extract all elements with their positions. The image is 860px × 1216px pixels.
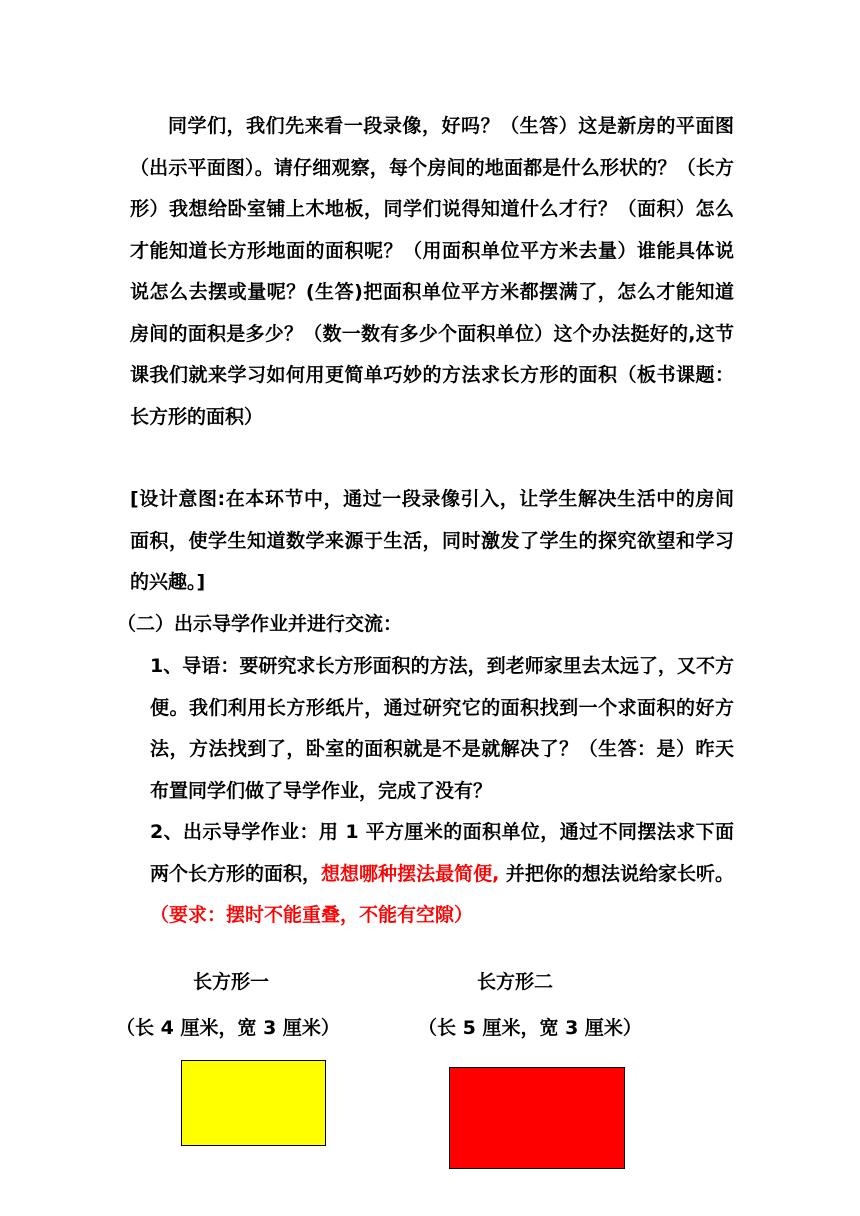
section-heading: （二）出示导学作业并进行交流： bbox=[117, 613, 403, 635]
item-2-requirement: （要求：摆时不能重叠，不能有空隙） bbox=[150, 904, 474, 926]
rectangle-two-red bbox=[449, 1067, 625, 1169]
item-2-paragraph bbox=[150, 812, 734, 937]
rect2-dimensions: （长 5 厘米，宽 3 厘米） bbox=[418, 1017, 642, 1039]
rect2-title: 长方形二 bbox=[477, 971, 554, 993]
rect1-dimensions: （长 4 厘米，宽 3 厘米） bbox=[116, 1017, 340, 1039]
design-intent-paragraph: [设计意图:在本环节中，通过一段录像引入，让学生解决生活中的房间面积，使学生知道数学来源于生活，同时激发了学生的探究欲望和学习的兴趣。] bbox=[130, 488, 734, 593]
item-2-text-b: 并把你的想法说给家长听。 bbox=[499, 862, 734, 885]
rect1-title: 长方形一 bbox=[193, 971, 270, 993]
rectangle-one-yellow bbox=[181, 1060, 326, 1146]
item-2-text-a: 2、出示导学作业：用 1 平方厘米的面积单位，通过不同摆法求下面两个长方形的面积， bbox=[150, 821, 734, 885]
item-2-highlight: 想想哪种摆法最简便, bbox=[321, 862, 500, 885]
intro-paragraph: 同学们，我们先来看一段录像，好吗？（生答）这是新房的平面图（出示平面图）。请仔细观察，每个房间的地面都是什么形状的？（长方形）我想给卧室铺上木地板，同学们说得知道什么才行？（面积）怎么才能知道长方形地面的面积呢？（用面积单位平方米去量）谁能具体说说怎么去摆或量呢？(生答)把面积单位平方米都摆满了，怎么才能知道房间的面积是多少？（数一数有多少个面积单位）这个办法挺好的,这节课我们就来学习如何用更简单巧妙的方法求长方形的面积（板书课题：长方形的面积） bbox=[130, 115, 734, 428]
item-1-paragraph: 1、导语：要研究求长方形面积的方法，到老师家里去太远了，又不方便。我们利用长方形纸片，通过研究它的面积找到一个求面积的好方法，方法找到了，卧室的面积就是不是就解决了？（生答：是）昨天布置同学们做了导学作业，完成了没有？ bbox=[150, 655, 734, 802]
